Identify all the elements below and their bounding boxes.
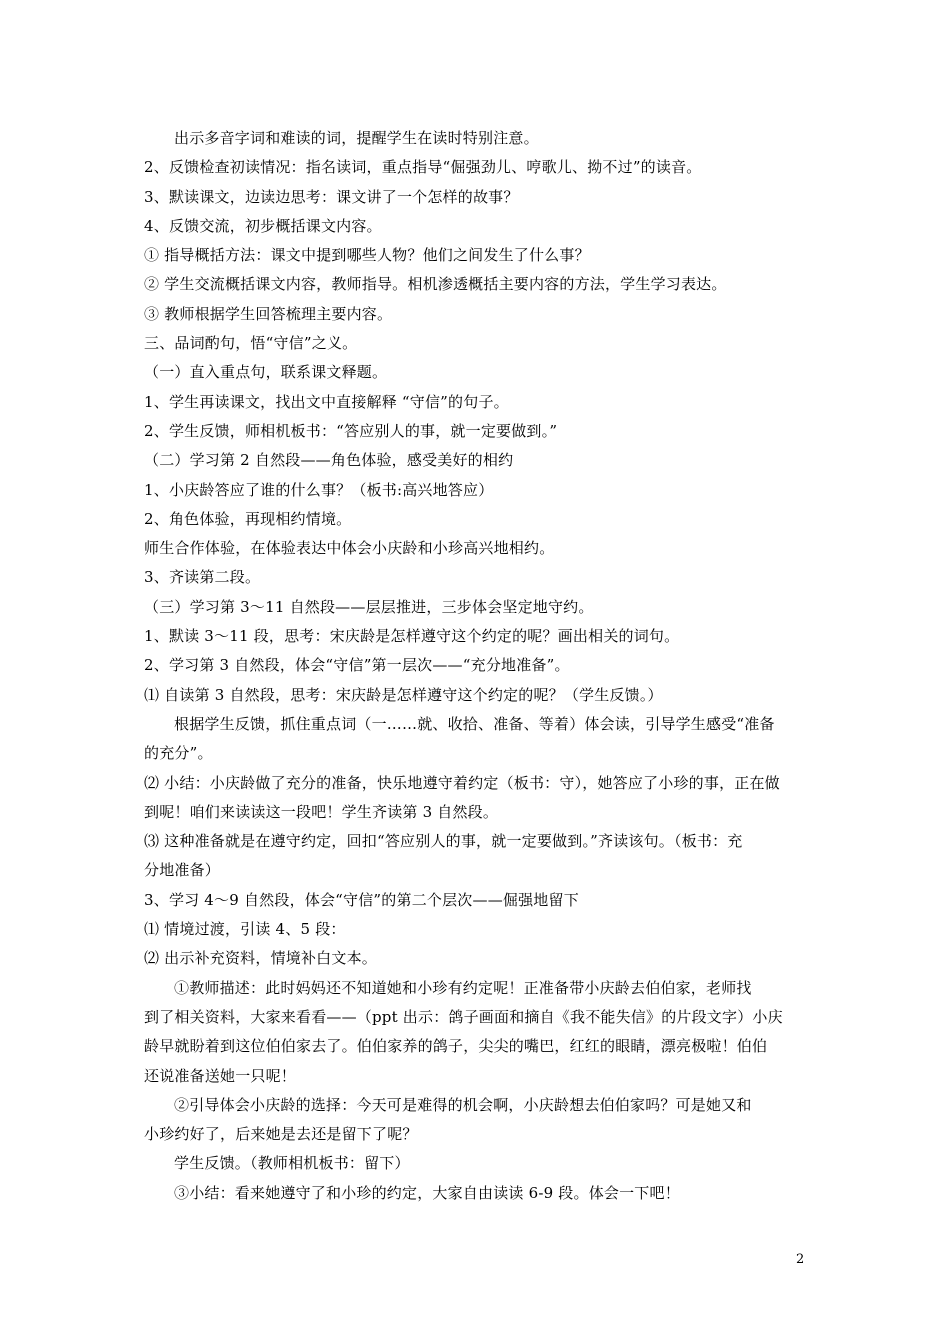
text-line: ③ 教师根据学生回答梳理主要内容。 [144,304,393,323]
text-line: ① 指导概括方法：课文中提到哪些人物？他们之间发生了什么事？ [144,246,590,265]
text-line: 2、角色体验，再现相约情境。 [144,509,352,528]
text-line: 1、学生再读课文，找出文中直接解释 “守信”的句子。 [144,392,509,411]
text-line: 的充分”。 [144,744,213,763]
text-line: 到了相关资料，大家来看看——（ppt 出示：鸽子画面和摘自《我不能失信》的片段文字）小庆 [144,1007,783,1026]
text-line: 还说准备送她一只呢！ [144,1066,297,1085]
text-line: 出示多音字词和难读的词，提醒学生在读时特别注意。 [174,129,539,147]
text-line: （二）学习第 2 自然段——角色体验，感受美好的相约 [144,451,514,470]
text-line: 龄早就盼着到这位伯伯家去了。伯伯家养的鸽子，尖尖的嘴巴，红红的眼睛，漂亮极啦！伯伯 [144,1037,768,1056]
text-line: ⑵ 出示补充资料，情境补白文本。 [144,949,377,968]
text-line: 小珍约好了，后来她是去还是留下了呢？ [144,1125,418,1144]
text-line: （一）直入重点句，联系课文释题。 [144,363,388,382]
text-line: 1、默读 3～11 段，思考：宋庆龄是怎样遵守这个约定的呢？画出相关的词句。 [144,627,680,646]
text-line: ①教师描述：此时妈妈还不知道她和小珍有约定呢！正准备带小庆龄去伯伯家，老师找 [174,978,752,997]
text-line: 1、小庆龄答应了谁的什么事？（板书:高兴地答应） [144,480,494,499]
text-line: 2、学习第 3 自然段，体会“守信”第一层次——“充分地准备”。 [144,656,570,675]
page-body [144,124,808,1208]
text-line: ⑴ 自读第 3 自然段，思考：宋庆龄是怎样遵守这个约定的呢？（学生反馈。） [144,685,663,704]
text-line: 学生反馈。（教师相机板书：留下） [174,1154,410,1173]
text-line: 根据学生反馈，抓住重点词（一……就、收拾、准备、等着）体会读，引导学生感受“准备 [174,714,775,733]
text-line: ③小结：看来她遵守了和小珍的约定，大家自由读读 6-9 段。体会一下吧！ [174,1183,680,1202]
text-line: ② 学生交流概括课文内容，教师指导。相机渗透概括主要内容的方法，学生学习表达。 [144,275,727,294]
text-line: 分地准备） [144,861,221,880]
text-line: 2、反馈检查初读情况：指名读词，重点指导“倔强劲儿、哼歌儿、拗不过”的读音。 [144,158,702,177]
text-line: 3、学习 4～9 自然段，体会“守信”的第二个层次——倔强地留下 [144,890,579,909]
text-line: 师生合作体验，在体验表达中体会小庆龄和小珍高兴地相约。 [144,539,555,558]
page-number: 2 [796,1252,805,1267]
text-line: ⑴ 情境过渡，引读 4、5 段： [144,920,346,939]
text-line: ⑶ 这种准备就是在遵守约定，回扣“答应别人的事，就一定要做到。”齐读该句。（板书：充 [144,832,743,851]
text-line: ⑵ 小结：小庆龄做了充分的准备，快乐地遵守着约定（板书：守），她答应了小珍的事，正在做 [144,773,780,792]
text-line: 3、齐读第二段。 [144,568,261,587]
text-line: 到呢！咱们来读读这一段吧！学生齐读第 3 自然段。 [144,802,499,821]
text-line: ②引导体会小庆龄的选择：今天可是难得的机会啊，小庆龄想去伯伯家吗？可是她又和 [174,1095,752,1114]
text-line: 3、默读课文，边读边思考：课文讲了一个怎样的故事？ [144,187,519,206]
text-line: 2、学生反馈，师相机板书：“答应别人的事，就一定要做到。” [144,421,558,440]
text-line: （三）学习第 3～11 自然段——层层推进，三步体会坚定地守约。 [144,597,594,616]
text-line: 4、反馈交流，初步概括课文内容。 [144,216,382,235]
text-line: 三、品词酌句，悟“守信”之义。 [144,334,358,353]
